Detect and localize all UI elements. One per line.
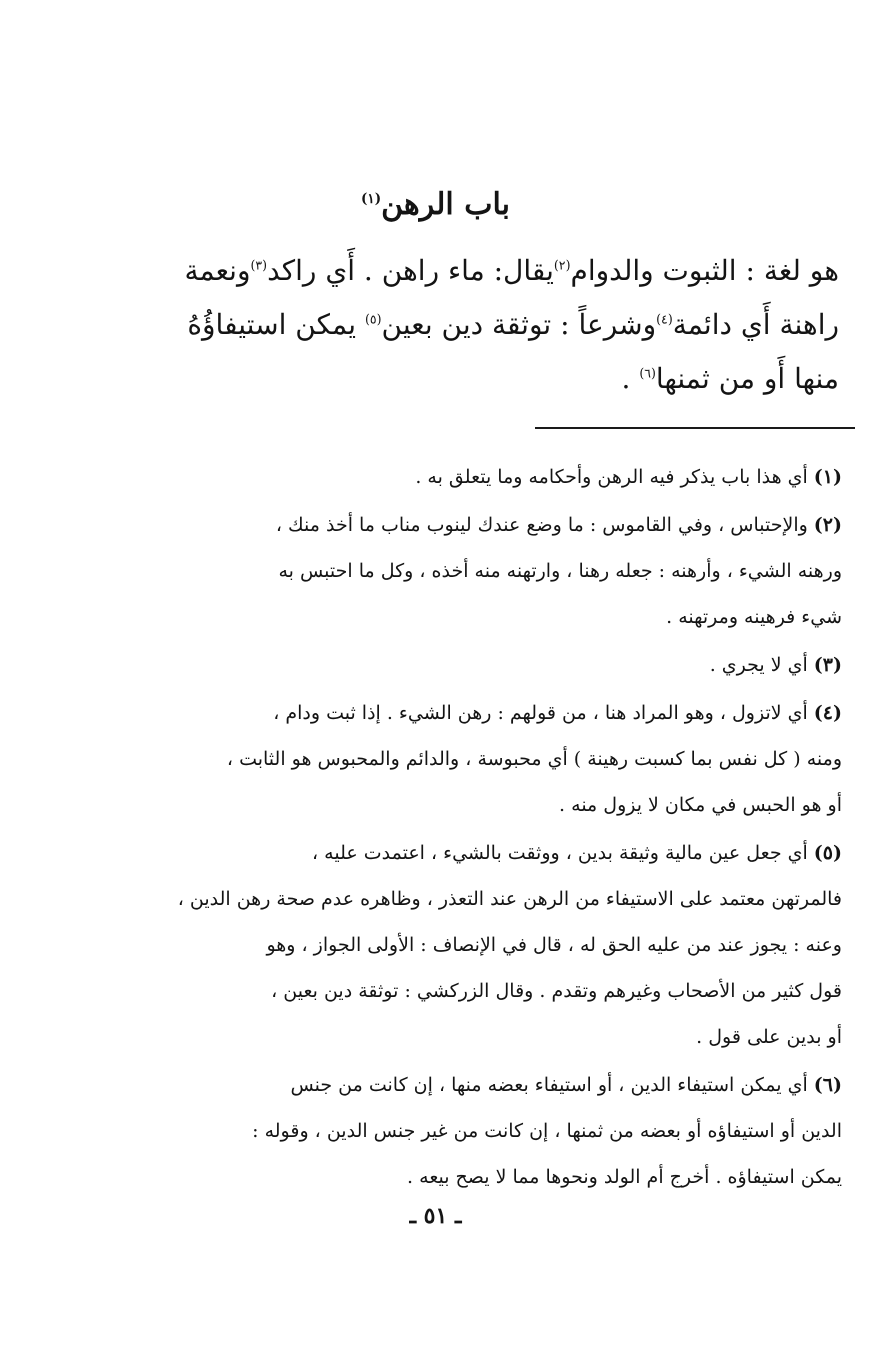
main-text-segment: ونعمة — [184, 254, 251, 287]
main-text-segment: وشرعاً : توثقة دين بعين — [381, 308, 657, 341]
main-text-segment: يقال: ماء راهن . أَي راكد — [267, 254, 554, 287]
note-ref: (٥) — [364, 311, 382, 327]
footnote-number: (٥) — [813, 842, 842, 864]
footnote-number: (٤) — [813, 702, 842, 724]
footnote-6 — [112, 1062, 842, 1200]
main-text-segment: يمكن استيفاؤُهُ — [187, 308, 365, 341]
footnote-number: (٦) — [813, 1074, 842, 1096]
footnote-text: أي هذا باب يذكر فيه الرهن وأحكامه وما يتعلق به . — [415, 466, 808, 488]
footnote-line — [112, 454, 842, 500]
main-text-segment: منها أَو من ثمنها — [655, 362, 839, 395]
footnote-3 — [112, 642, 842, 688]
footnote-line — [112, 1062, 842, 1108]
footnote-line: يمكن استيفاؤه . أخرج أم الولد ونحوها مما لا يصح بيعه . — [407, 1166, 842, 1188]
page-number: ـ ٥١ ـ — [409, 1203, 462, 1229]
chapter-title-note-ref: (١) — [361, 191, 382, 207]
note-ref: (٢) — [553, 257, 571, 273]
footnote-line — [112, 690, 842, 736]
footnote-text: أي لاتزول ، وهو المراد هنا ، من قولهم : رهن الشيء . إذا ثبت ودام ، — [273, 702, 808, 724]
footnote-line: قول كثير من الأصحاب وغيرهم وتقدم . وقال الزركشي : توثقة دين بعين ، — [271, 980, 842, 1002]
footnote-2 — [112, 502, 842, 640]
note-ref: (٣) — [250, 257, 268, 273]
footnote-text: أي جعل عين مالية وثيقة بدين ، ووثقت بالشيء ، اعتمدت عليه ، — [312, 842, 808, 864]
footnote-line: شيء فرهينه ومرتهنه . — [666, 606, 842, 628]
main-text-segment: هو لغة : الثبوت والدوام — [570, 254, 839, 287]
chapter-title-text: باب الرهن — [381, 187, 510, 222]
chapter-title — [0, 183, 871, 227]
footnote-text: أي لا يجري . — [709, 654, 808, 676]
main-text-segment: راهنة أَي دائمة — [672, 308, 839, 341]
footnote-text: والإحتباس ، وفي القاموس : ما وضع عندك لينوب مناب ما أخذ منك ، — [275, 514, 808, 536]
note-ref: (٦) — [639, 365, 656, 381]
footnote-1 — [112, 454, 842, 500]
footnotes — [112, 454, 842, 1202]
main-text-line — [112, 352, 839, 406]
footnote-5 — [112, 830, 842, 1060]
footnote-line: الدين أو استيفاؤه أو بعضه من ثمنها ، إن كانت من غير جنس الدين ، وقوله : — [252, 1120, 842, 1142]
footnote-number: (١) — [813, 466, 842, 488]
footnote-line — [112, 502, 842, 548]
footnote-line: فالمرتهن معتمد على الاستيفاء من الرهن عند التعذر ، وظاهره عدم صحة رهن الدين ، — [177, 888, 842, 910]
footnote-text: أي يمكن استيفاء الدين ، أو استيفاء بعضه منها ، إن كانت من جنس — [290, 1074, 808, 1096]
footnote-number: (٣) — [813, 654, 842, 676]
footnote-line: ومنه ( كل نفس بما كسبت رهينة ) أي محبوسة ، والدائم والمحبوس هو الثابت ، — [226, 748, 842, 770]
footnote-line — [112, 830, 842, 876]
main-text-line — [112, 298, 839, 352]
footnote-line — [112, 642, 842, 688]
footnote-4 — [112, 690, 842, 828]
footnote-line: وعنه : يجوز عند من عليه الحق له ، قال في الإنصاف : الأولى الجواز ، وهو — [266, 934, 842, 956]
note-ref: (٤) — [656, 311, 673, 327]
main-text-line — [112, 244, 839, 298]
main-text-segment: . — [621, 362, 640, 395]
footnote-separator — [535, 427, 855, 429]
main-text — [112, 244, 839, 406]
footnote-line: أو بدين على قول . — [696, 1026, 842, 1048]
footnote-line: أو هو الحبس في مكان لا يزول منه . — [559, 794, 842, 816]
footnote-line: ورهنه الشيء ، وأرهنه : جعله رهنا ، وارتهنه منه أخذه ، وكل ما احتبس به — [278, 560, 842, 582]
footnote-number: (٢) — [813, 514, 842, 536]
